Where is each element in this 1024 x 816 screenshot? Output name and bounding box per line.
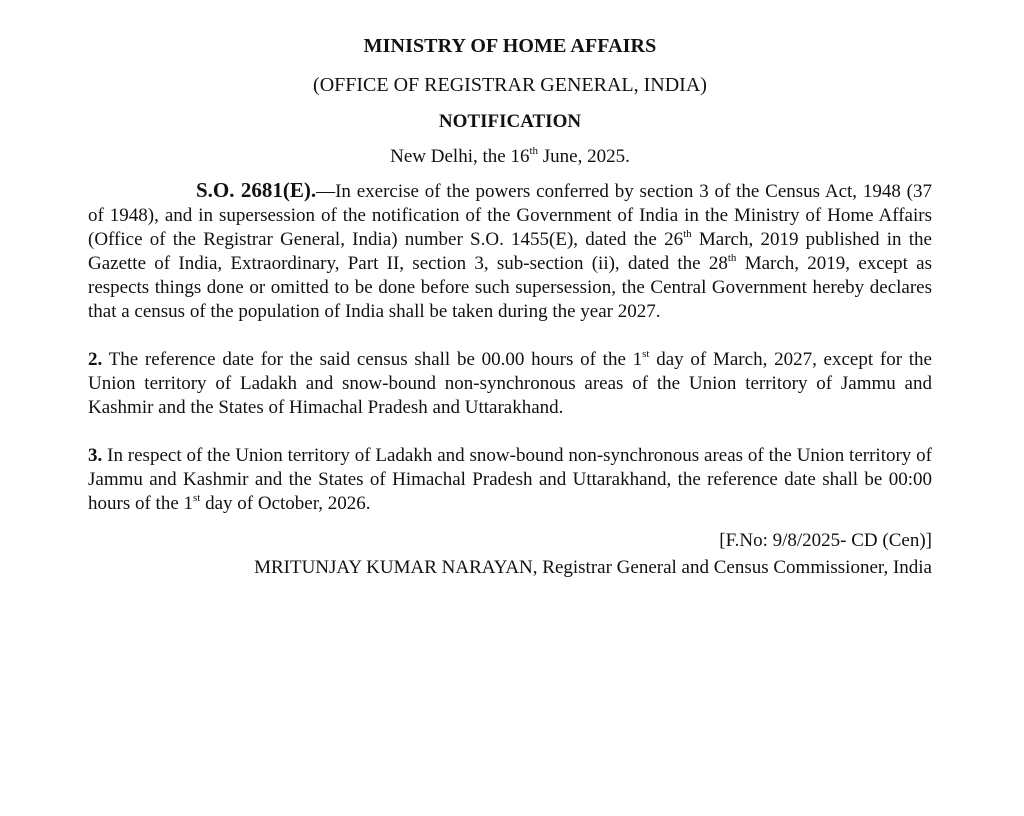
paragraph-2 <box>88 348 932 420</box>
file-number: [F.No: 9/8/2025- CD (Cen)] <box>719 530 932 551</box>
para1-text-a: —In exercise of the powers conferred by section 3 of the Census Act, 1948 (37 of 1948), and in supersession of the notification of the Government of India in the Ministry of Home Affairs (Office of the Registrar General, India) number S.O. 1455(E), dated the 26 <box>88 181 932 250</box>
so-number: S.O. 2681(E). <box>196 178 317 202</box>
para2-text-b: day of March, 2027, except for the Union territory of Ladakh and snow-bound non-synchronous areas of the Union territory of Jammu and Kashmir and the States of Himachal Pradesh and Uttarakhand. <box>88 349 932 418</box>
para2-number: 2. <box>88 349 103 370</box>
para3-text-a: In respect of the Union territory of Ladakh and snow-bound non-synchronous areas of the Union territory of Jammu and Kashmir and the States of Himachal Pradesh and Uttarakhand, the reference date shall be 00:00 hours of the 1 <box>88 445 932 514</box>
gazette-notification <box>88 34 932 580</box>
para1-sup-b: th <box>727 252 737 264</box>
dateline <box>88 145 932 169</box>
para3-number: 3. <box>88 445 103 466</box>
paragraph-1 <box>88 178 932 324</box>
para3-text-b: day of October, 2026. <box>200 493 371 514</box>
para3-sup-a: st <box>193 492 201 504</box>
dateline-sup: th <box>529 145 539 157</box>
para1-text-c: March, 2019, except as respects things done or omitted to be done before such supersession, the Central Government hereby declares that a census of the population of India shall be taken during the year 2027. <box>88 253 933 322</box>
ministry-heading: MINISTRY OF HOME AFFAIRS <box>363 35 657 57</box>
notification-title: NOTIFICATION <box>438 111 582 132</box>
para2-text-a: The reference date for the said census shall be 00.00 hours of the 1 <box>102 349 643 370</box>
para2-sup-a: st <box>642 348 650 360</box>
dateline-prefix: New Delhi, the 16 <box>390 146 530 167</box>
office-heading: (OFFICE OF REGISTRAR GENERAL, INDIA) <box>313 74 707 96</box>
para1-text-b: March, 2019 published in the Gazette of India, Extraordinary, Part II, section 3, sub-section (ii), dated the 28 <box>88 229 932 274</box>
signatory: MRITUNJAY KUMAR NARAYAN, Registrar General and Census Commissioner, India <box>254 557 932 578</box>
dateline-suffix: June, 2025. <box>538 146 630 167</box>
para1-sup-a: th <box>683 228 692 240</box>
paragraph-3 <box>88 444 932 516</box>
